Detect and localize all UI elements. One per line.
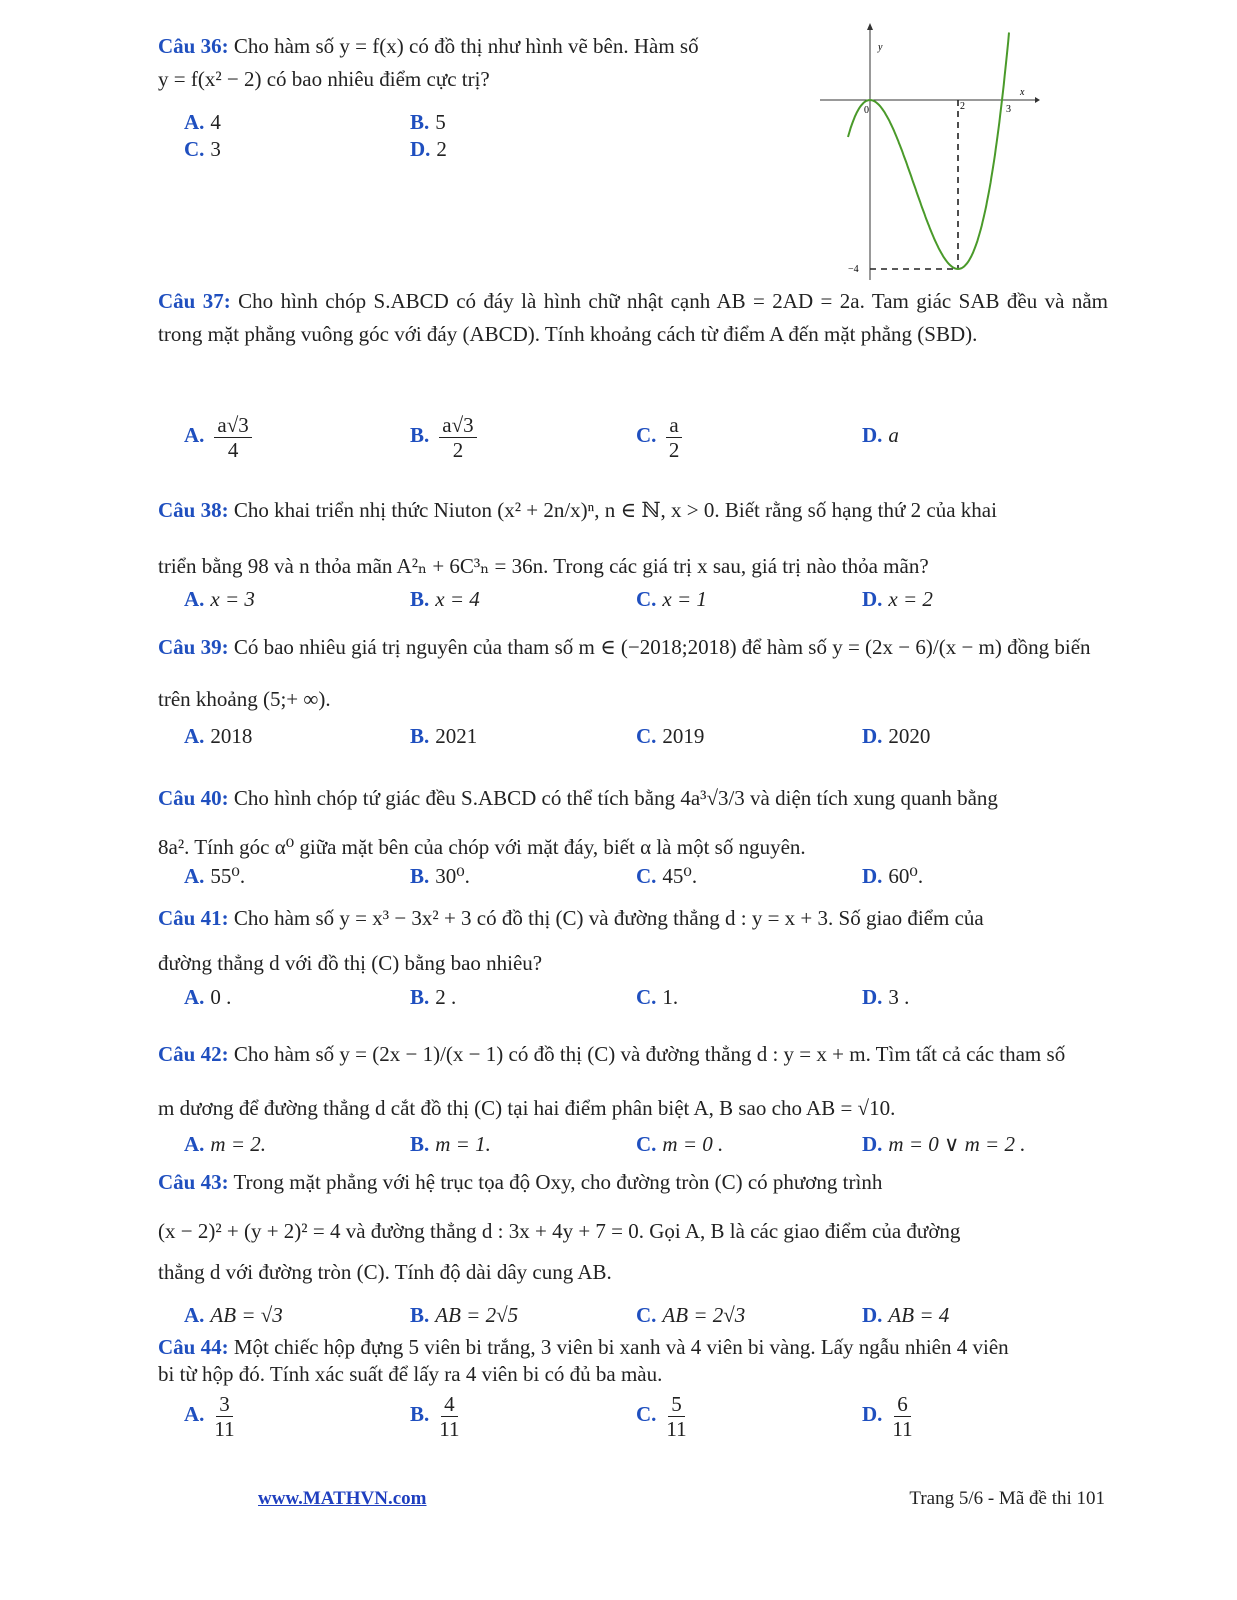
question-43-line2	[158, 1215, 1108, 1248]
x-axis-arrow-icon	[1035, 97, 1040, 103]
question-42: Câu 42: Cho hàm số y = (2x − 1)/(x − 1) có đồ thị (C) và đường thẳng d : y = x + m. Tìm tất cả các tham số	[158, 1042, 1066, 1066]
question-36	[158, 30, 788, 95]
option-d[interactable]: D. AB = 4	[862, 1303, 950, 1327]
option-d[interactable]: D. x = 2	[862, 587, 933, 611]
question-text: Có bao nhiêu giá trị nguyên của tham số m ∈ (−2018;2018) để hàm số y = (2x − 6)/(x − m) đồng biến	[233, 635, 1091, 659]
option-c[interactable]: C. $\frac{a}{2}$	[636, 413, 686, 462]
option-a[interactable]: A. $\frac{a√3}{4}$	[184, 413, 256, 462]
options-43	[184, 1303, 1104, 1333]
option-c[interactable]: C. 3	[184, 137, 221, 161]
question-38-line2	[158, 550, 1108, 583]
option-c[interactable]: C. $\frac{5}{11}$	[636, 1392, 687, 1442]
origin-label: 0	[864, 105, 869, 116]
option-b[interactable]: B. 2021	[410, 724, 478, 748]
x-axis-label: x	[1020, 87, 1025, 98]
option-b[interactable]: B. x = 4	[410, 587, 480, 611]
option-a[interactable]: A. m = 2.	[184, 1132, 267, 1156]
question-text: Cho khai triển nhị thức Niuton (x² + 2n/x)ⁿ, n ∈ ℕ, x > 0. Biết rằng số hạng thứ 2 của khai	[233, 498, 997, 522]
question-text: thẳng d với đường tròn (C). Tính độ dài dây cung AB.	[158, 1260, 612, 1284]
question-text: Trong mặt phẳng với hệ trục tọa độ Oxy, cho đường tròn (C) có phương trình	[233, 1170, 883, 1194]
y-axis-arrow-icon	[867, 23, 873, 30]
option-d[interactable]: D. 2020	[862, 724, 931, 748]
question-38: Câu 38: Cho khai triển nhị thức Niuton (x² + 2n/x)ⁿ, n ∈ ℕ, x > 0. Biết rằng số hạng thứ 2 của khai	[158, 498, 997, 522]
option-b[interactable]: B. m = 1.	[410, 1132, 491, 1156]
question-text: đường thẳng d với đồ thị (C) bằng bao nhiêu?	[158, 951, 543, 975]
option-a[interactable]: A. x = 3	[184, 587, 255, 611]
question-42-line2	[158, 1092, 1108, 1125]
question-41: Câu 41: Cho hàm số y = x³ − 3x² + 3 có đồ thị (C) và đường thẳng d : y = x + 3. Số giao điểm của	[158, 906, 984, 930]
question-text: Cho hình chóp S.ABCD có đáy là hình chữ nhật cạnh AB = 2AD = 2a. Tam giác SAB đều và nằm trong mặt phẳng vuông góc với đáy (ABCD). Tính khoảng cách từ điểm A đến mặt phẳng (SBD).	[158, 289, 1109, 346]
option-d[interactable]: D. 2	[410, 137, 447, 161]
option-d[interactable]: D. 3 .	[862, 985, 910, 1009]
function-graph	[820, 20, 1040, 285]
question-text: Một chiếc hộp đựng 5 viên bi trắng, 3 viên bi xanh và 4 viên bi vàng. Lấy ngẫu nhiên 4 viên	[233, 1335, 1009, 1359]
option-a[interactable]: A. 55⁰.	[184, 864, 246, 888]
question-39-line2	[158, 683, 1108, 716]
option-c[interactable]: C. AB = 2√3	[636, 1303, 746, 1327]
question-text: (x − 2)² + (y + 2)² = 4 và đường thẳng d : 3x + 4y + 7 = 0. Gọi A, B là các giao điểm của đường	[158, 1219, 961, 1243]
question-41-line2	[158, 947, 1108, 980]
question-text: y = f(x² − 2) có bao nhiêu điểm cực trị?	[158, 66, 490, 91]
option-a[interactable]: A. $\frac{3}{11}$	[184, 1392, 235, 1442]
question-text: triển bằng 98 và n thỏa mãn A²ₙ + 6C³ₙ = 36n. Trong các giá trị x sau, giá trị nào thỏa mãn?	[158, 554, 929, 578]
options-37	[184, 405, 1104, 465]
options-44	[184, 1392, 1104, 1452]
question-text: bi từ hộp đó. Tính xác suất để lấy ra 4 viên bi có đủ ba màu.	[158, 1362, 663, 1387]
tick-label-neg4: −4	[848, 264, 859, 275]
option-c[interactable]: C. x = 1	[636, 587, 707, 611]
question-text: m dương để đường thẳng d cắt đồ thị (C) tại hai điểm phân biệt A, B sao cho AB = √10.	[158, 1096, 896, 1120]
option-c[interactable]: C. 45⁰.	[636, 864, 698, 888]
option-c[interactable]: C. 1.	[636, 985, 679, 1009]
options-38	[184, 587, 1104, 617]
option-b[interactable]: B. 2 .	[410, 985, 457, 1009]
options-39	[184, 724, 1104, 754]
question-43-line3	[158, 1256, 1108, 1289]
option-a[interactable]: A. AB = √3	[184, 1303, 283, 1327]
option-d[interactable]: D. 60⁰.	[862, 864, 924, 888]
question-text: Cho hàm số y = f(x) có đồ thị như hình vẽ bên. Hàm số	[233, 34, 699, 58]
option-c[interactable]: C. m = 0 .	[636, 1132, 724, 1156]
option-b[interactable]: B. 5	[410, 110, 446, 134]
option-a[interactable]: A. 4	[184, 110, 221, 134]
question-43: Câu 43: Trong mặt phẳng với hệ trục tọa độ Oxy, cho đường tròn (C) có phương trình	[158, 1170, 883, 1194]
option-d[interactable]: D. $\frac{6}{11}$	[862, 1392, 913, 1442]
options-41	[184, 985, 1104, 1015]
question-39: Câu 39: Có bao nhiêu giá trị nguyên của tham số m ∈ (−2018;2018) để hàm số y = (2x − 6)/(x − m) đồng biến	[158, 635, 1091, 659]
option-b[interactable]: B. $\frac{a√3}{2}$	[410, 413, 481, 462]
question-text: 8a². Tính góc α⁰ giữa mặt bên của chóp với mặt đáy, biết α là một số nguyên.	[158, 835, 806, 859]
option-a[interactable]: A. 0 .	[184, 985, 232, 1009]
tick-label-2: 2	[960, 101, 965, 112]
option-b[interactable]: B. AB = 2√5	[410, 1303, 519, 1327]
question-40: Câu 40: Cho hình chóp tứ giác đều S.ABCD có thể tích bằng 4a³√3/3 và diện tích xung quanh bằng	[158, 786, 998, 810]
options-36	[184, 110, 604, 140]
question-text: Cho hình chóp tứ giác đều S.ABCD có thể tích bằng 4a³√3/3 và diện tích xung quanh bằng	[233, 786, 998, 810]
footer-website-link[interactable]: www.MATHVN.com	[258, 1488, 427, 1509]
footer-page-info: Trang 5/6 - Mã đề thi 101	[909, 1488, 1105, 1509]
question-text: Cho hàm số y = x³ − 3x² + 3 có đồ thị (C) và đường thẳng d : y = x + 3. Số giao điểm của	[233, 906, 984, 930]
options-40	[184, 864, 1104, 894]
option-c[interactable]: C. 2019	[636, 724, 705, 748]
option-b[interactable]: B. $\frac{4}{11}$	[410, 1392, 460, 1442]
y-axis-label: y	[878, 42, 883, 53]
question-text: Cho hàm số y = (2x − 1)/(x − 1) có đồ thị (C) và đường thẳng d : y = x + m. Tìm tất cả các tham số	[233, 1042, 1066, 1066]
options-36b	[184, 137, 604, 167]
option-d[interactable]: D. a	[862, 423, 899, 447]
question-37: Câu 37: Cho hình chóp S.ABCD có đáy là hình chữ nhật cạnh AB = 2AD = 2a. Tam giác SAB đều và nằm trong mặt phẳng vuông góc với đáy (ABCD). Tính khoảng cách từ điểm A đến mặt phẳng (SBD).	[158, 289, 1109, 346]
question-44: Câu 44: Một chiếc hộp đựng 5 viên bi trắng, 3 viên bi xanh và 4 viên bi vàng. Lấy ngẫu nhiên 4 viên bi từ hộp đó. Tính xác suất để lấy ra 4 viên bi có đủ ba màu.	[158, 1335, 1009, 1387]
question-number: Câu 36:	[158, 34, 229, 58]
question-text: trên khoảng (5;+ ∞).	[158, 687, 331, 711]
option-d[interactable]: D. m = 0 ∨ m = 2 .	[862, 1132, 1026, 1156]
question-40-line2	[158, 831, 1108, 864]
tick-label-3: 3	[1006, 104, 1011, 115]
options-42	[184, 1132, 1104, 1162]
option-b[interactable]: B. 30⁰.	[410, 864, 470, 888]
cubic-curve	[848, 33, 1009, 270]
option-a[interactable]: A. 2018	[184, 724, 253, 748]
